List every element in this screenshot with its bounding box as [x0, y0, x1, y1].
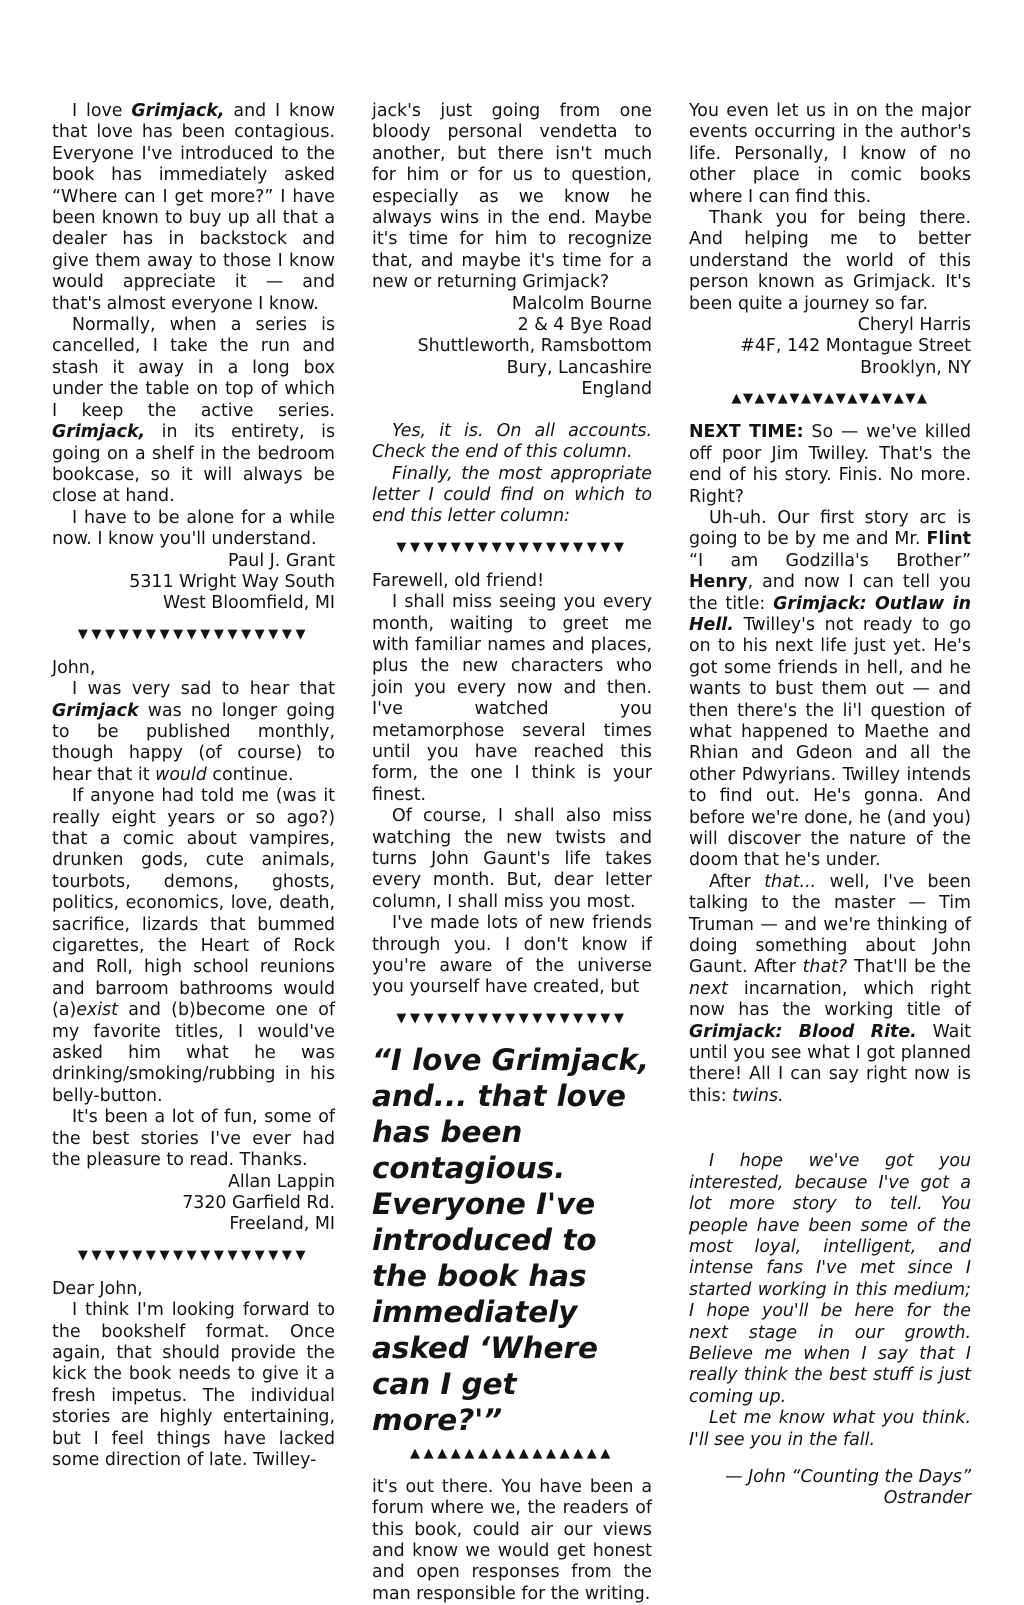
signature-address: 5311 Wright Way South [129, 571, 335, 592]
signature-city: Brooklyn, NY [860, 357, 971, 378]
signature-name: Cheryl Harris [857, 315, 971, 336]
divider-down-triangles: ▼▼▼▼▼▼▼▼▼▼▼▼▼▼▼▼▼ [396, 539, 628, 555]
column-2 [372, 101, 652, 1605]
spacer [372, 401, 652, 421]
text-run: “I am Godzilla's Brother” [689, 550, 971, 571]
letter-paragraph [52, 101, 335, 315]
salutation: Farewell, old friend! [372, 570, 545, 591]
text-run: I was very sad to hear that [72, 679, 335, 700]
divider-down-triangles: ▼▼▼▼▼▼▼▼▼▼▼▼▼▼▼▼▼ [396, 1010, 628, 1026]
text-run: If anyone had told me (was it really eight years or so ago?) that a comic about vampires, drunken gods, cute animals, tourbots, demons, ghosts, politics, economics, love, death, sacrifice, lizards that bummed cigarettes, the Heart of Rock and Roll, high school reunions and barroom bathrooms would (a) [52, 786, 335, 1021]
spacer [689, 1451, 971, 1467]
divider-down-triangles: ▼▼▼▼▼▼▼▼▼▼▼▼▼▼▼▼▼ [77, 626, 310, 642]
emphasis-title: Grimjack, [131, 101, 225, 121]
author-signoff: — John “Counting the Days” [725, 1466, 971, 1487]
column-1 [52, 101, 335, 1471]
emphasis-title: Grimjack: Outlaw in Hell. [689, 593, 971, 635]
letter-paragraph: it's out there. You have been a forum where we, the readers of this book, could air our views and know we would get honest and open responses from the man responsible for the writing. [372, 1476, 652, 1604]
emphasis-word: next [689, 978, 728, 999]
emphasis-word: would [155, 764, 207, 785]
letter-paragraph: Of course, I shall also miss watching the new twists and turns John Gaunt's life takes every month. But, dear letter column, I shall miss you most. [372, 806, 652, 912]
signature-address: Shuttleworth, Ramsbottom [417, 336, 652, 357]
text-run: incarnation, which right now has the working title of [689, 978, 971, 1021]
divider-up-triangles: ▲▲▲▲▲▲▲▲▲▲▲▲▲▲▲ [410, 1445, 614, 1461]
letter-paragraph: jack's just going from one bloody personal vendetta to another, but there isn't much for him or for us to question, especially as we know he always wins in the end. Maybe it's time for him to recognize that, and maybe it's time for a new or returning Grimjack? [372, 101, 652, 293]
letter-paragraph: It's been a lot of fun, some of the best stories I've ever had the pleasure to read. Thanks. [52, 1107, 335, 1171]
author-signoff-surname: Ostrander [883, 1488, 971, 1509]
text-run: and I know that love has been contagious. Everyone I've introduced to the book has immediately asked “Where can I get more?” I have been known to buy up all that a dealer has in backstock and give them away to those I know would appreciate it — and that's almost everyone I know. [52, 101, 335, 314]
letter-paragraph: I think I'm looking forward to the bookshelf format. Once again, that should provide the kick the book needs to give it a fresh impetus. The individual stories are highly entertaining, but I feel things have lacked some direction of late. Twilley- [52, 1300, 335, 1470]
signature-city: West Bloomfield, MI [163, 593, 335, 614]
emphasis-name: Flint [926, 529, 971, 550]
editor-reply: Yes, it is. On all accounts. Check the end of this column. [372, 420, 652, 463]
editor-reply: Finally, the most appropriate letter I could find on which to end this letter column: [372, 463, 652, 527]
next-time-paragraph [689, 422, 971, 508]
text-run: Uh-uh. Our first story arc is going to be by me and Mr. [689, 507, 971, 550]
text-run: Wait until you see what I got planned there! All I can say right now is this: [689, 1021, 971, 1106]
next-time-heading: NEXT TIME: [689, 422, 804, 443]
letter-paragraph [52, 315, 335, 508]
emphasis-word: that... [764, 871, 817, 892]
signature-address: 7320 Garfield Rd. [182, 1192, 335, 1213]
divider-down-triangles: ▼▼▼▼▼▼▼▼▼▼▼▼▼▼▼▼▼ [77, 1247, 310, 1263]
text-run: and (b)become one of my favorite titles, I would've asked him what he was drinking/smoking/rubbing in his belly-button. [52, 1000, 335, 1106]
text-run: That'll be the [847, 957, 971, 978]
signature-name: Allan Lappin [227, 1171, 335, 1192]
emphasis-title: Grimjack [52, 700, 139, 721]
text-run: well, I've been talking to the master — Tim Truman — and we're thinking of doing something about John Gaunt. After [689, 871, 971, 978]
text-run: was no longer going to be published monthly, though happy (of course) to hear that it [52, 700, 335, 785]
column-3 [689, 101, 971, 1510]
text-run: continue. [206, 764, 294, 785]
next-time-paragraph [689, 508, 971, 872]
pull-quote: “I love Grimjack, and... that love has been contagious. Everyone I've introduced to the book has immediately asked ‘Where can I get more?'” [372, 1042, 650, 1437]
emphasis-title: Grimjack: Blood Rite. [689, 1021, 917, 1042]
letter-paragraph: You even let us in on the major events occurring in the author's life. Personally, I know of no other place in comic books where I can find this. [689, 101, 971, 207]
closing-paragraph: I hope we've got you interested, because I've got a lot more story to tell. You people have been some of the most loyal, intelligent, and intense fans I've met since I started working in this medium; I hope you'll be here for the next stage in our growth. Believe me when I say that I really think the best stuff is just coming up. [689, 1151, 971, 1407]
text-run: I love [72, 101, 132, 121]
emphasis-name: Henry [689, 572, 748, 593]
closing-paragraph: Let me know what you think. I'll see you in the fall. [689, 1408, 971, 1450]
emphasis-word: twins. [732, 1085, 784, 1106]
signature-name: Malcolm Bourne [511, 293, 652, 314]
letter-paragraph [52, 679, 335, 786]
salutation: Dear John, [52, 1278, 143, 1299]
text-run: After [709, 871, 765, 892]
signature-city: Freeland, MI [229, 1214, 335, 1235]
letter-paragraph: I've made lots of new friends through you. I don't know if you're aware of the universe you yourself have created, but [372, 913, 652, 998]
text-run: Twilley's not ready to go on to his next life just yet. He's got some friends in hell, and he wants to bust them out — and then there's the li'l question of what happened to Maethe and Rhian and Gdeon and all the other Pdwyrians. Twilley intends to find out. He's gonna. And before we're done, he (and you) will discover the nature of the doom that he's under. [689, 614, 971, 871]
signature-name: Paul J. Grant [227, 550, 335, 571]
signature-address: 2 & 4 Bye Road [517, 315, 652, 336]
letter-paragraph [52, 786, 335, 1107]
letter-paragraph: Thank you for being there. And helping me to better understand the world of this person known as Grimjack. It's been quite a journey so far. [689, 208, 971, 314]
emphasis-title: Grimjack, [52, 422, 146, 443]
divider-alternating-triangles: ▲▼▲▼▲▼▲▼▲▼▲▼▲▼▲▼▲ [731, 391, 929, 407]
text-run: in its entirety, is going on a shelf in the bedroom bookcase, so it will always be close at hand. [52, 422, 335, 507]
text-run: So — we've killed off poor Jim Twilley. That's the end of his story. Finis. No more. Right? [689, 422, 972, 507]
emphasis-word: exist [76, 1000, 118, 1021]
spacer [689, 1107, 971, 1151]
signature-address: Bury, Lancashire [506, 357, 652, 378]
signature-address: #4F, 142 Montague Street [740, 336, 971, 357]
text-run: , and now I can tell you the title: [689, 572, 971, 614]
letter-paragraph: I have to be alone for a while now. I know you'll understand. [52, 507, 335, 550]
next-time-paragraph [689, 872, 971, 1107]
text-run: Normally, when a series is cancelled, I take the run and stash it away in a long box under the table on top of which I keep the active series. [52, 315, 335, 421]
letter-paragraph: I shall miss seeing you every month, waiting to greet me with familiar names and places, plus the new characters who join you every now and then. I've watched you metamorphose several times until you have reached this form, the one I think is your finest. [372, 592, 652, 805]
salutation: John, [52, 657, 96, 678]
signature-country: England [581, 379, 652, 400]
emphasis-word: that? [802, 957, 848, 978]
